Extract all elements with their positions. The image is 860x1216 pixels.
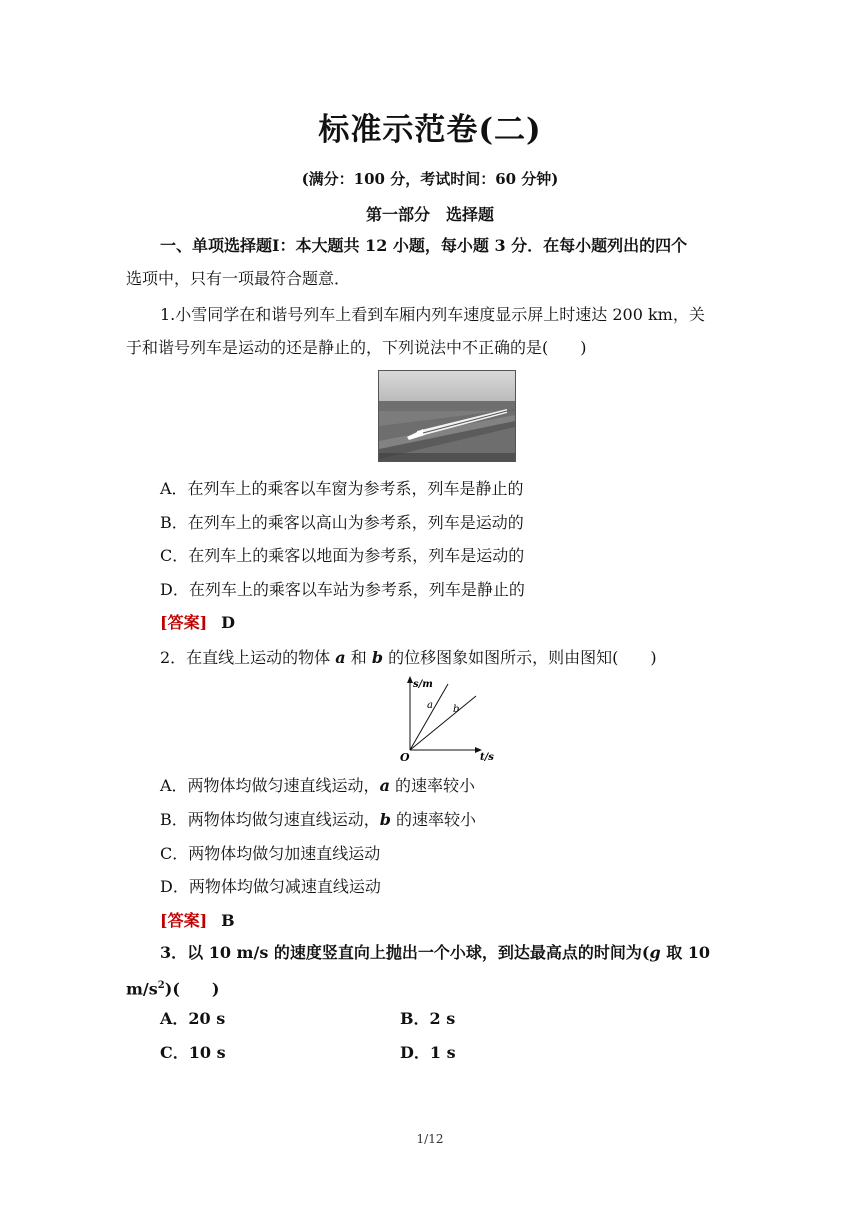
q3-option-a: A．20 s [160,1009,226,1028]
q2-stem-pre: 2．在直线上运动的物体 [160,648,336,667]
line-b-label: b [453,704,460,715]
q2-option-a-post: 的速率较小 [389,776,476,795]
q1-answer-value: D [221,613,236,632]
q2-option-d: D．两物体均做匀减速直线运动 [160,877,381,896]
train-photo [378,370,516,462]
q3-line2-sup: 2 [157,980,165,991]
line-a [410,684,448,750]
q2-option-a [160,773,475,796]
question-1-stem [126,298,736,364]
q2-stem-post: 的位移图象如图所示，则由图知( ) [383,648,657,667]
question-1-line1: 1.小雪同学在和谐号列车上看到车厢内列车速度显示屏上时速达 200 km，关 [160,305,705,324]
section-intro-line2: 选项中，只有一项最符合题意． [126,269,351,288]
q2-option-c: C．两物体均做匀加速直线运动 [160,844,381,863]
q3-line2-post: )( ) [164,979,220,999]
q1-answer-label: [答案] [160,613,208,632]
q3-line1-post: 取 10 [660,943,711,962]
question-1-line2: 于和谐号列车是运动的还是静止的，下列说法中不正确的是( ) [126,338,587,357]
line-b [410,696,476,750]
section-intro-line1: 一、单项选择题Ⅰ：本大题共 12 小题，每小题 3 分．在每小题列出的四个 [160,236,688,255]
origin-label: O [400,751,410,762]
q2-option-b-var: b [379,810,391,829]
exam-info: (满分：100 分，考试时间：60 分钟) [301,170,559,188]
q1-option-d: D．在列车上的乘客以车站为参考系，列车是静止的 [160,580,525,599]
question-3-line1 [126,936,736,969]
q2-option-b-pre: B．两物体均做匀速直线运动， [160,810,380,829]
q2-option-b [160,807,476,830]
x-axis-label: t/s [480,752,494,762]
q3-line1-pre: 3．以 10 m/s 的速度竖直向上抛出一个小球，到达最高点的时间为( [160,943,650,962]
q2-option-b-post: 的速率较小 [390,810,477,829]
q2-var-a: a [335,648,346,667]
q1-option-c: C．在列车上的乘客以地面为参考系，列车是运动的 [160,546,525,565]
q3-option-d: D．1 s [400,1043,456,1062]
q3-option-b: B．2 s [400,1009,456,1028]
y-axis-label: s/m [413,679,433,690]
q2-answer-value: B [221,911,235,930]
part-title: 第一部分 选择题 [365,205,494,224]
question-3-line2 [126,969,736,1005]
q2-option-a-var: a [379,776,390,795]
q1-option-b: B．在列车上的乘客以高山为参考系，列车是运动的 [160,513,524,532]
q1-option-a: A．在列车上的乘客以车窗为参考系，列车是静止的 [160,479,524,498]
page-title: 标准示范卷(二) [318,112,542,148]
page-number: 1/12 [416,1132,444,1146]
question-3-stem [126,936,736,1005]
q1-answer [160,610,235,633]
q3-option-c: C．10 s [160,1043,226,1062]
q2-var-b: b [371,648,384,667]
q2-stem-mid: 和 [345,648,372,667]
q2-answer-label: [答案] [160,911,208,930]
q2-option-a-pre: A．两物体均做匀速直线运动， [160,776,380,795]
displacement-graph [396,674,500,762]
section-intro [126,229,736,295]
line-a-label: a [427,700,433,711]
q2-answer [160,908,235,931]
q3-var-g: g [649,943,661,962]
question-2-stem [160,645,657,668]
q3-line2-pre: m/s [126,979,158,999]
train-photo-image [379,371,515,461]
